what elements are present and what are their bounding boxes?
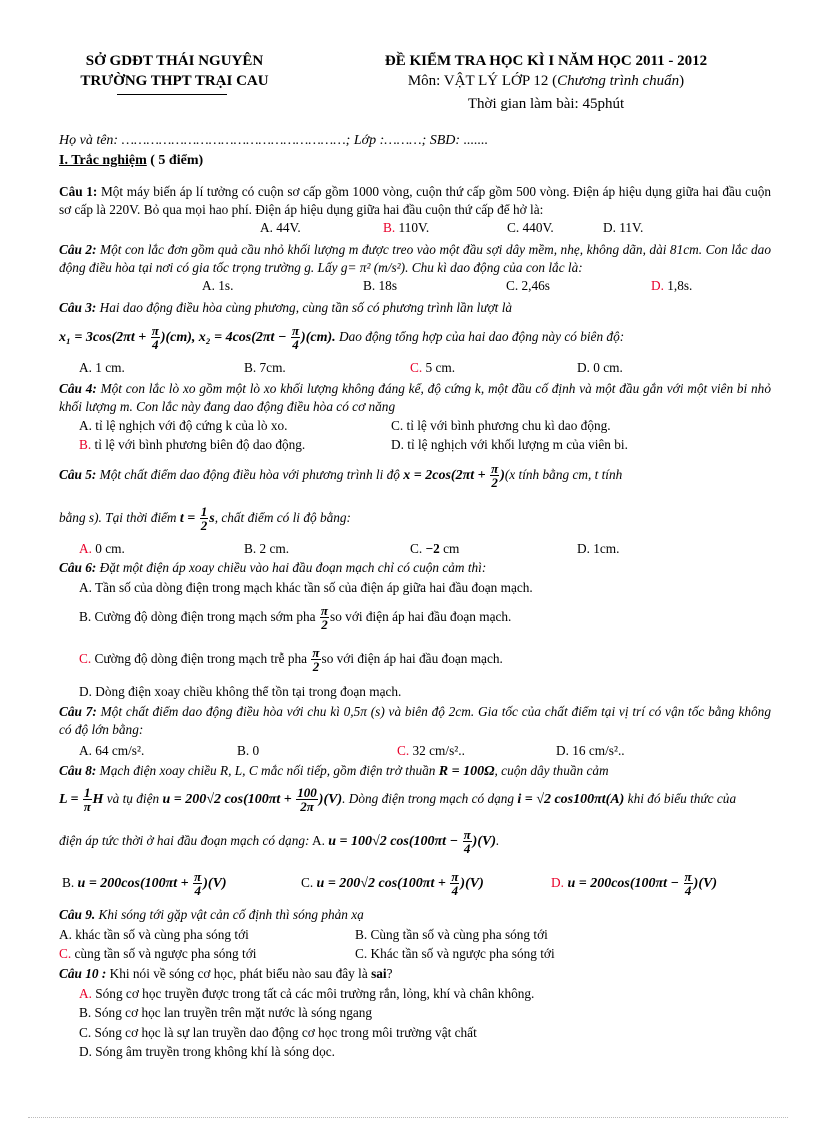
q6-option-a: A. Tần số của dòng điện trong mạch khác tần số của điện áp giữa hai đầu đoạn mạch. bbox=[79, 580, 533, 595]
q6-option-b: B. Cường độ dòng điện trong mạch sớm pha $\frac{\pi}{2}$ so với điện áp hai đầu đoạn mạch. bbox=[79, 603, 512, 633]
q4-option-c: C. tỉ lệ với bình phương chu kì dao động. bbox=[391, 418, 611, 433]
q6-option-c: C. Cường độ dòng điện trong mạch trễ pha $\frac{\pi}{2}$ so với điện áp hai đầu đoạn mạch. bbox=[79, 645, 503, 675]
q8-option-d: D. u = 200cos(100πt − $\frac{\pi}{4}$ )(V) bbox=[551, 869, 717, 899]
exam-title: ĐỀ KIỂM TRA HỌC KÌ I NĂM HỌC 2011 - 2012 bbox=[384, 53, 708, 69]
q8-option-b: B. u = 200cos(100πt + $\frac{\pi}{4}$ )(V) bbox=[62, 869, 227, 899]
q1-option-b: B. 110V. bbox=[383, 220, 430, 235]
q2-option-c: C. 2,46s bbox=[506, 278, 550, 293]
question-4: Câu 4: Một con lắc lò xo gồm một lò xo khối lượng không đáng kể, độ cứng k, một đầu cố định và một đầu gắn với một viên bi nhỏ khối lượng m. Con lắc này đang dao động điều hòa có cơ năng bbox=[59, 381, 771, 414]
q1-option-a: A. 44V. bbox=[260, 220, 301, 235]
q4-option-a: A. tỉ lệ nghịch với độ cứng k của lò xo. bbox=[79, 418, 288, 433]
q1-option-c: C. 440V. bbox=[507, 220, 554, 235]
page-footer-rule bbox=[28, 1117, 788, 1118]
question-10: Câu 10 : Khi nói về sóng cơ học, phát biểu nào sau đây là sai? bbox=[59, 966, 393, 981]
question-1: Câu 1: Một máy biến áp lí tưởng có cuộn sơ cấp gồm 1000 vòng, cuộn thứ cấp gồm 500 vòng. Điện áp hiệu dụng giữa hai đầu cuộn sơ cấp là 220V. Bỏ qua mọi hao phí. Điện áp hiệu dụng giữa hai đầu cuộn thứ cấp để hở là: bbox=[59, 184, 772, 217]
student-info-line: Họ và tên: ………………………………………………; Lớp :………; SBD: ....... bbox=[59, 133, 489, 148]
q3-option-d: D. 0 cm. bbox=[577, 360, 623, 375]
q3-option-b: B. 7cm. bbox=[244, 360, 286, 375]
q10-option-c: C. Sóng cơ học là sự lan truyền dao động cơ học trong môi trường vật chất bbox=[79, 1025, 477, 1040]
q7-option-d: D. 16 cm/s².. bbox=[556, 743, 625, 758]
q9-option-b: B. Cùng tần số và cùng pha sóng tới bbox=[355, 927, 548, 942]
question-8: Câu 8: Mạch điện xoay chiều R, L, C mắc nối tiếp, gồm điện trở thuần R = 100Ω, cuộn dây thuần cảm bbox=[59, 763, 609, 779]
q2-option-b: B. 18s bbox=[363, 278, 397, 293]
question-8-cont2: điện áp tức thời ở hai đầu đoạn mạch có dạng: A. u = 100√2 cos(100πt − $\frac{\pi}{4}$ )(V). bbox=[59, 827, 500, 857]
q5-option-c: C. −2 cm bbox=[410, 541, 460, 556]
department-name: SỞ GDĐT THÁI NGUYÊN bbox=[85, 53, 264, 69]
q4-option-b: B. tỉ lệ với bình phương biên độ dao động. bbox=[79, 437, 306, 452]
q3-option-a: A. 1 cm. bbox=[79, 360, 125, 375]
subject-line: Môn: VẬT LÝ LỚP 12 (Chương trình chuẩn) bbox=[407, 73, 685, 89]
q4-option-d: D. tỉ lệ nghịch với khối lượng m của viên bi. bbox=[391, 437, 628, 452]
q10-option-a: A. Sóng cơ học truyền được trong tất cả các môi trường rắn, lỏng, khí và chân không. bbox=[79, 986, 535, 1001]
q9-option-a: A. khác tần số và cùng pha sóng tới bbox=[59, 927, 249, 942]
question-6: Câu 6: Đặt một điện áp xoay chiều vào hai đầu đoạn mạch chỉ có cuộn cảm thì: bbox=[59, 560, 487, 575]
q5-option-d: D. 1cm. bbox=[577, 541, 620, 556]
q9-option-d: C. Khác tần số và ngược pha sóng tới bbox=[355, 946, 555, 961]
question-9: Câu 9. Khi sóng tới gặp vật cản cố định thì sóng phản xạ bbox=[59, 907, 364, 922]
question-8-cont: L = $\frac{1}{\pi}$ H và tụ điện u = 200√2 cos(100πt + $\frac{100}{2\pi}$ )(V). Dòng điện trong mạch có dạng i = √2 cos100πt(A) khi đó biểu thức của bbox=[59, 785, 737, 815]
q6-option-d: D. Dòng điện xoay chiều không thể tồn tại trong đoạn mạch. bbox=[79, 684, 402, 699]
q10-option-b: B. Sóng cơ học lan truyền trên mặt nước là sóng ngang bbox=[79, 1005, 373, 1020]
header-divider bbox=[117, 94, 227, 95]
q3-option-c: C. 5 cm. bbox=[410, 360, 456, 375]
q9-option-c: C. cùng tần số và ngược pha sóng tới bbox=[59, 946, 257, 961]
q5-option-a: A. 0 cm. bbox=[79, 541, 125, 556]
question-5-cont: bằng s). Tại thời điểm t = $\frac{1}{2}$ s, chất điểm có li độ bằng: bbox=[59, 504, 351, 534]
q2-option-a: A. 1s. bbox=[202, 278, 234, 293]
question-2: Câu 2: Một con lắc đơn gồm quả cầu nhỏ khối lượng m được treo vào một đầu sợi dây mềm, nhẹ, không dãn, dài 81cm. Con lắc dao động điều hòa tại nơi có gia tốc trọng trường g. Lấy g= π² (m/s²). Chu kì dao động của con lắc là: bbox=[59, 242, 771, 275]
section-title: I. Trắc nghiệm ( 5 điểm) bbox=[59, 153, 204, 168]
q7-option-b: B. 0 bbox=[237, 743, 260, 758]
question-3: Câu 3: Hai dao động điều hòa cùng phương, cùng tần số có phương trình lần lượt là bbox=[59, 300, 513, 315]
q2-option-d: D. 1,8s. bbox=[651, 278, 693, 293]
q7-option-a: A. 64 cm/s². bbox=[79, 743, 145, 758]
exam-time: Thời gian làm bài: 45phút bbox=[467, 96, 625, 112]
q10-option-d: D. Sóng âm truyền trong không khí là sóng dọc. bbox=[79, 1044, 335, 1059]
q8-option-c: C. u = 200√2 cos(100πt + $\frac{\pi}{4}$ )(V) bbox=[301, 869, 484, 899]
question-5: Câu 5: Một chất điểm dao động điều hòa với phương trình li độ x = 2cos(2πt + $\frac{\pi}{2}$ )(x tính bằng cm, t tính bbox=[59, 461, 623, 491]
q3-equations: x₁ = 3cos(2πt + $\frac{\pi}{4}$ )(cm), x₂ = 4cos(2πt − $\frac{\pi}{4}$ )(cm). Dao động tổng hợp của hai dao động này có biên độ: bbox=[59, 323, 625, 353]
q5-option-b: B. 2 cm. bbox=[244, 541, 290, 556]
q1-option-d: D. 11V. bbox=[603, 220, 644, 235]
school-name: TRƯỜNG THPT TRẠI CAU bbox=[80, 73, 269, 89]
question-7: Câu 7: Một chất điểm dao động điều hòa với chu kì 0,5π (s) và biên độ 2cm. Gia tốc của chất điểm tại vị trí có vận tốc bằng không có độ lớn bằng: bbox=[59, 704, 771, 737]
q7-option-c: C. 32 cm/s².. bbox=[397, 743, 465, 758]
